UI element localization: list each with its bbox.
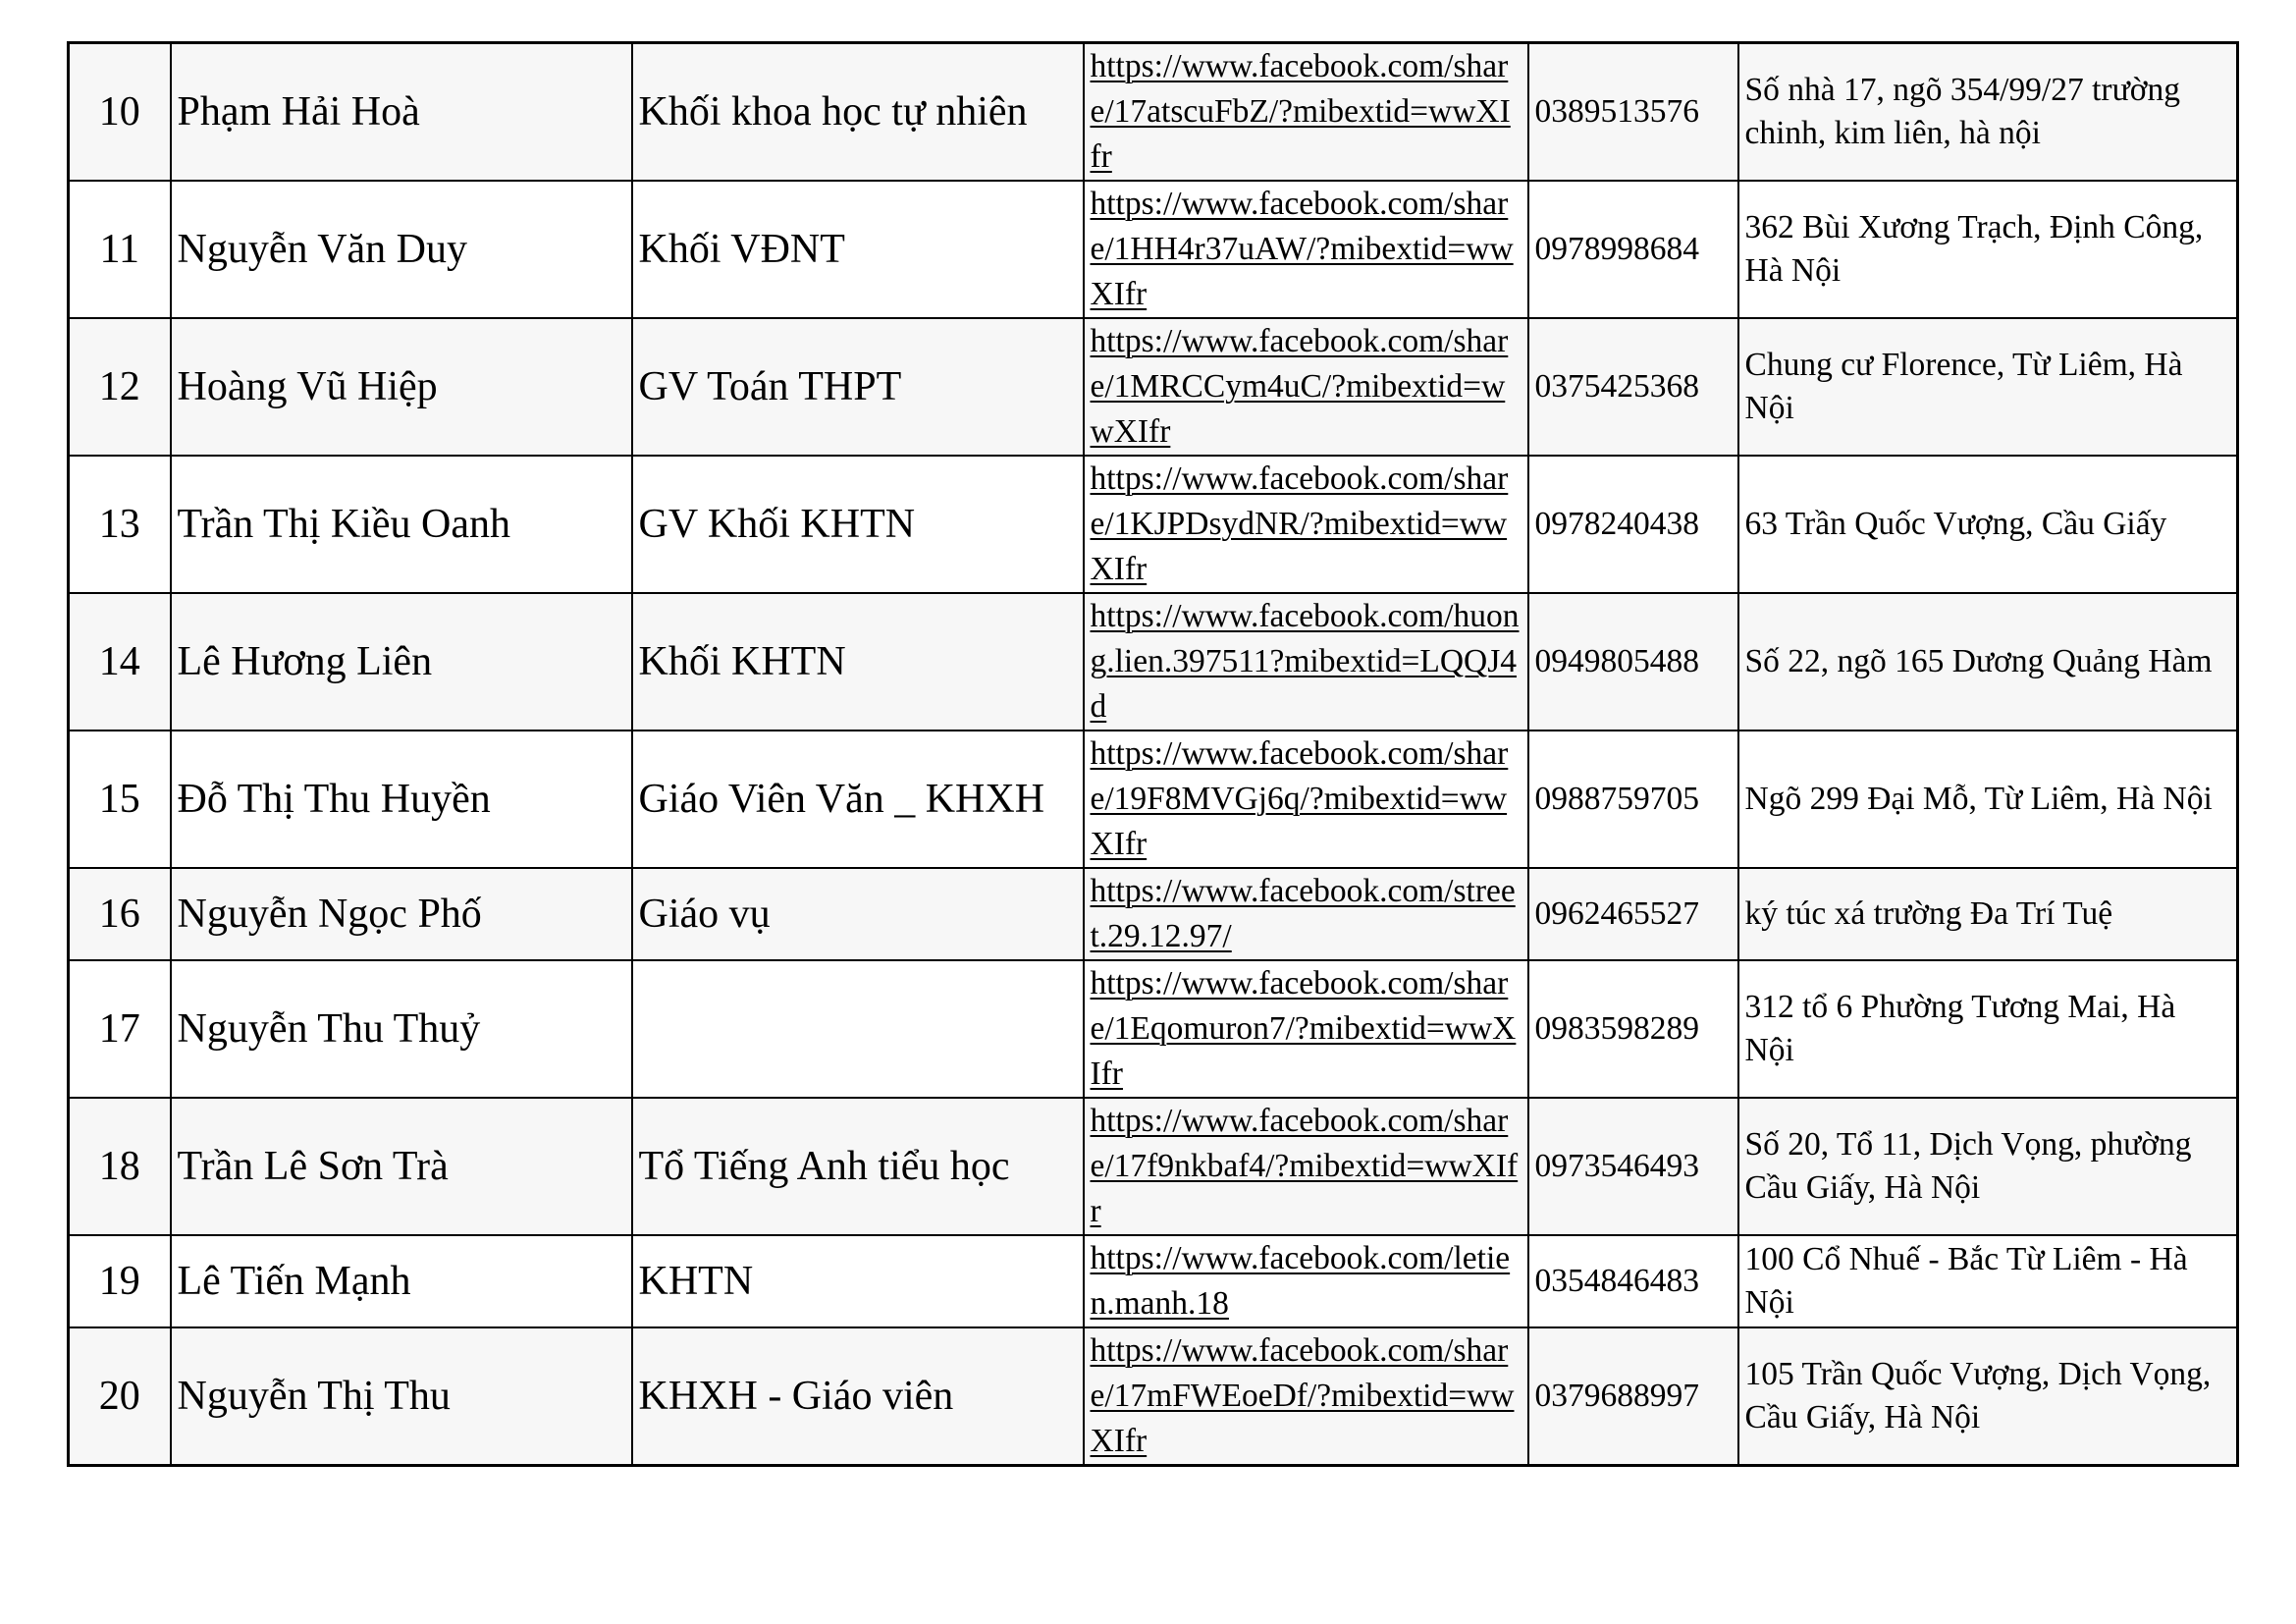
person-name: Trần Thị Kiều Oanh [171, 456, 632, 593]
phone-number: 0379688997 [1528, 1327, 1738, 1466]
address: Số 22, ngõ 165 Dương Quảng Hàm [1738, 593, 2238, 731]
department: Giáo vụ [632, 868, 1084, 960]
department: Khối khoa học tự nhiên [632, 43, 1084, 182]
row-number: 19 [69, 1235, 171, 1327]
person-name: Nguyễn Ngọc Phố [171, 868, 632, 960]
facebook-cell [1084, 1235, 1528, 1327]
department: Khối VĐNT [632, 181, 1084, 318]
phone-number: 0354846483 [1528, 1235, 1738, 1327]
table-row [69, 181, 2238, 318]
document-page [67, 41, 2236, 1467]
facebook-cell [1084, 731, 1528, 868]
phone-number: 0978998684 [1528, 181, 1738, 318]
facebook-cell [1084, 868, 1528, 960]
phone-number: 0375425368 [1528, 318, 1738, 456]
table-row [69, 960, 2238, 1098]
phone-number: 0962465527 [1528, 868, 1738, 960]
person-name: Nguyễn Thu Thuỷ [171, 960, 632, 1098]
table-row [69, 456, 2238, 593]
address: Ngõ 299 Đại Mỗ, Từ Liêm, Hà Nội [1738, 731, 2238, 868]
facebook-link[interactable]: https://www.facebook.com/share/19F8MVGj6q/?mibextid=wwXIfr [1090, 735, 1509, 862]
table-row [69, 1098, 2238, 1235]
facebook-link[interactable]: https://www.facebook.com/share/17f9nkbaf4/?mibextid=wwXIfr [1090, 1103, 1519, 1229]
address: 100 Cổ Nhuế - Bắc Từ Liêm - Hà Nội [1738, 1235, 2238, 1327]
person-name: Lê Tiến Mạnh [171, 1235, 632, 1327]
row-number: 15 [69, 731, 171, 868]
row-number: 18 [69, 1098, 171, 1235]
department: Tổ Tiếng Anh tiểu học [632, 1098, 1084, 1235]
person-name: Hoàng Vũ Hiệp [171, 318, 632, 456]
facebook-cell [1084, 1098, 1528, 1235]
phone-number: 0988759705 [1528, 731, 1738, 868]
phone-number: 0949805488 [1528, 593, 1738, 731]
row-number: 16 [69, 868, 171, 960]
department: KHXH - Giáo viên [632, 1327, 1084, 1466]
row-number: 10 [69, 43, 171, 182]
table-row [69, 593, 2238, 731]
address: 312 tổ 6 Phường Tương Mai, Hà Nội [1738, 960, 2238, 1098]
row-number: 11 [69, 181, 171, 318]
person-name: Nguyễn Thị Thu [171, 1327, 632, 1466]
row-number: 13 [69, 456, 171, 593]
row-number: 14 [69, 593, 171, 731]
phone-number: 0978240438 [1528, 456, 1738, 593]
row-number: 12 [69, 318, 171, 456]
facebook-cell [1084, 181, 1528, 318]
table-row [69, 318, 2238, 456]
person-name: Đỗ Thị Thu Huyền [171, 731, 632, 868]
department: KHTN [632, 1235, 1084, 1327]
address: Chung cư Florence, Từ Liêm, Hà Nội [1738, 318, 2238, 456]
facebook-cell [1084, 456, 1528, 593]
table-row [69, 1235, 2238, 1327]
address: Số 20, Tổ 11, Dịch Vọng, phường Cầu Giấy, Hà Nội [1738, 1098, 2238, 1235]
staff-contact-table [67, 41, 2239, 1467]
facebook-link[interactable]: https://www.facebook.com/huong.lien.397511?mibextid=LQQJ4d [1090, 598, 1520, 725]
facebook-cell [1084, 318, 1528, 456]
facebook-link[interactable]: https://www.facebook.com/share/1Eqomuron7/?mibextid=wwXIfr [1090, 965, 1517, 1092]
table-row [69, 731, 2238, 868]
address: 105 Trần Quốc Vượng, Dịch Vọng, Cầu Giấy, Hà Nội [1738, 1327, 2238, 1466]
person-name: Nguyễn Văn Duy [171, 181, 632, 318]
row-number: 20 [69, 1327, 171, 1466]
department [632, 960, 1084, 1098]
facebook-link[interactable]: https://www.facebook.com/share/1HH4r37uAW/?mibextid=wwXIfr [1090, 186, 1514, 312]
facebook-link[interactable]: https://www.facebook.com/letien.manh.18 [1090, 1240, 1511, 1322]
facebook-link[interactable]: https://www.facebook.com/street.29.12.97/ [1090, 873, 1516, 954]
person-name: Lê Hương Liên [171, 593, 632, 731]
table-row [69, 868, 2238, 960]
department: Khối KHTN [632, 593, 1084, 731]
facebook-link[interactable]: https://www.facebook.com/share/1MRCCym4uC/?mibextid=wwXIfr [1090, 323, 1509, 450]
phone-number: 0389513576 [1528, 43, 1738, 182]
person-name: Trần Lê Sơn Trà [171, 1098, 632, 1235]
table-row [69, 1327, 2238, 1466]
phone-number: 0983598289 [1528, 960, 1738, 1098]
address: 63 Trần Quốc Vượng, Cầu Giấy [1738, 456, 2238, 593]
address: ký túc xá trường Đa Trí Tuệ [1738, 868, 2238, 960]
person-name: Phạm Hải Hoà [171, 43, 632, 182]
facebook-cell [1084, 43, 1528, 182]
facebook-link[interactable]: https://www.facebook.com/share/17atscuFbZ/?mibextid=wwXIfr [1090, 48, 1511, 175]
address: Số nhà 17, ngõ 354/99/27 trường chinh, kim liên, hà nội [1738, 43, 2238, 182]
phone-number: 0973546493 [1528, 1098, 1738, 1235]
department: GV Toán THPT [632, 318, 1084, 456]
department: GV Khối KHTN [632, 456, 1084, 593]
table-row [69, 43, 2238, 182]
facebook-cell [1084, 960, 1528, 1098]
facebook-cell [1084, 593, 1528, 731]
facebook-cell [1084, 1327, 1528, 1466]
row-number: 17 [69, 960, 171, 1098]
department: Giáo Viên Văn _ KHXH [632, 731, 1084, 868]
facebook-link[interactable]: https://www.facebook.com/share/17mFWEoeDf/?mibextid=wwXIfr [1090, 1332, 1515, 1459]
facebook-link[interactable]: https://www.facebook.com/share/1KJPDsydNR/?mibextid=wwXIfr [1090, 460, 1509, 587]
address: 362 Bùi Xương Trạch, Định Công, Hà Nội [1738, 181, 2238, 318]
